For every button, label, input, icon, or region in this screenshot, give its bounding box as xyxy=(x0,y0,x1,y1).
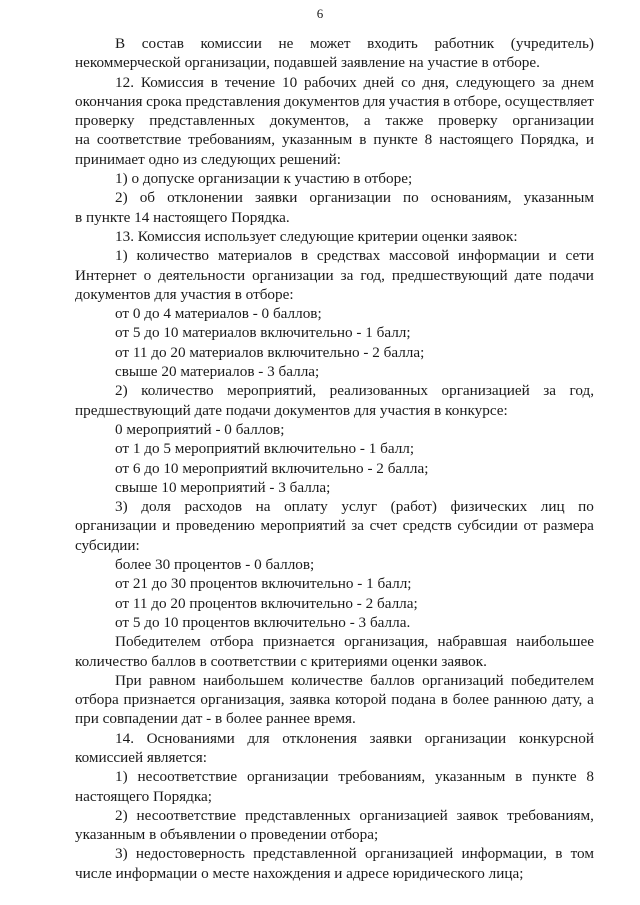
text-line: 1) о допуске организации к участию в отборе; xyxy=(115,170,413,188)
text-line: от 11 до 20 процентов включительно - 2 балла; xyxy=(115,594,418,612)
word: за xyxy=(340,266,354,284)
text-line: 0 мероприятий - 0 баллов; xyxy=(115,420,285,438)
word: признается xyxy=(123,691,196,709)
text-line: комиссией является: xyxy=(75,748,207,766)
word: организации xyxy=(247,768,329,786)
word: и xyxy=(548,247,557,265)
word: организация, xyxy=(200,691,285,709)
word: количество xyxy=(136,247,210,265)
word: подана xyxy=(391,691,436,709)
word: в xyxy=(515,768,523,786)
text-line: в пункте 14 настоящего Порядка. xyxy=(75,208,290,226)
word: субсидии xyxy=(457,517,518,535)
text-line xyxy=(75,92,594,111)
word: Порядка, xyxy=(520,131,579,149)
word: организации xyxy=(424,729,507,747)
word: физических xyxy=(450,498,528,516)
word: пункте xyxy=(532,768,577,786)
word: 12. xyxy=(115,73,134,91)
word: 14. xyxy=(115,729,134,747)
word: том xyxy=(570,845,594,863)
word: средствах xyxy=(316,247,381,265)
text-line xyxy=(75,188,594,207)
word: также xyxy=(385,112,424,130)
word: соответствие xyxy=(96,131,182,149)
word: документов, xyxy=(269,112,350,130)
word: материалов xyxy=(217,247,293,265)
word: массовой xyxy=(389,247,450,265)
word: отбора xyxy=(209,633,254,651)
word: дня, xyxy=(422,73,449,91)
word: требованиям, xyxy=(338,768,426,786)
word: а xyxy=(363,112,371,130)
text-line: более 30 процентов - 0 баллов; xyxy=(115,556,315,574)
word: для xyxy=(247,729,270,747)
word: 3) xyxy=(115,845,128,863)
word: (работ) xyxy=(390,498,437,516)
word: которой xyxy=(335,691,387,709)
word: год, xyxy=(360,266,385,284)
text-line: от 1 до 5 мероприятий включительно - 1 балл; xyxy=(115,440,415,458)
word: раннюю xyxy=(493,691,548,709)
word: организацией xyxy=(441,382,530,400)
text-line xyxy=(75,381,594,400)
word: мероприятий, xyxy=(227,382,317,400)
text-line: свыше 20 материалов - 3 балла; xyxy=(115,363,320,381)
word: подачи xyxy=(549,266,594,284)
word: набравшая xyxy=(437,633,507,651)
word: победителем xyxy=(511,671,594,689)
text-line xyxy=(75,729,594,748)
text-line: от 0 до 4 материалов - 0 баллов; xyxy=(115,305,322,323)
word: указанным xyxy=(281,131,353,149)
word: средств xyxy=(402,517,452,535)
word: размера xyxy=(543,517,594,535)
text-line xyxy=(75,690,594,709)
word: При xyxy=(115,671,142,689)
word: следующего xyxy=(455,73,536,91)
word: организацией xyxy=(359,806,448,824)
word: отборе, xyxy=(453,92,502,110)
word: проведению xyxy=(175,517,255,535)
word: за xyxy=(351,517,365,535)
word: заявок xyxy=(456,806,499,824)
word: организации xyxy=(512,112,594,130)
word: представленных xyxy=(149,112,255,130)
word: недостоверность xyxy=(135,845,245,863)
text-line xyxy=(75,246,594,265)
text-line: субсидии: xyxy=(75,536,140,554)
word: 1) xyxy=(115,247,128,265)
word: Комиссия xyxy=(140,73,204,91)
word: входить xyxy=(367,35,418,52)
text-line xyxy=(75,632,594,651)
word: отклонении xyxy=(167,189,243,207)
page-number: 6 xyxy=(316,6,324,21)
word: участия xyxy=(388,92,440,110)
word: 1) xyxy=(115,768,128,786)
word: количество xyxy=(141,382,214,400)
word: заявки xyxy=(254,189,298,207)
text-line: некоммерческой организации, подавшей заявление на участие в отборе. xyxy=(75,54,540,72)
word: отклонения xyxy=(282,729,357,747)
text-line: числе информации о месте нахождения и адресе юридического лица; xyxy=(75,864,524,882)
word: со xyxy=(401,73,416,91)
word: не xyxy=(278,35,294,52)
word: состав xyxy=(141,35,184,52)
word: несоответствие xyxy=(137,768,238,786)
text-line xyxy=(75,671,594,690)
word: В xyxy=(115,35,126,52)
text-line: от 5 до 10 материалов включительно - 1 балл; xyxy=(115,324,411,342)
word: Победителем xyxy=(115,633,201,651)
word: работник xyxy=(434,35,495,52)
word: в xyxy=(359,131,367,149)
word: и xyxy=(585,131,594,149)
word: днем xyxy=(561,73,594,91)
word: в xyxy=(440,691,448,709)
word: несоответствие xyxy=(136,806,237,824)
word: организация, xyxy=(344,633,429,651)
word: дней xyxy=(363,73,395,91)
word: основаниям, xyxy=(430,189,512,207)
word: по xyxy=(403,189,419,207)
word: на xyxy=(75,131,90,149)
word: 8 xyxy=(424,131,433,149)
word: заявка xyxy=(289,691,331,709)
word: а xyxy=(587,691,594,709)
word: баллов xyxy=(370,671,415,689)
word: документов xyxy=(283,92,360,110)
word: указанным xyxy=(435,768,506,786)
word: от xyxy=(523,517,538,535)
word: организации xyxy=(252,266,334,284)
word: настоящего xyxy=(439,131,514,149)
word: равном xyxy=(149,671,196,689)
word: деятельности xyxy=(158,266,246,284)
word: счет xyxy=(369,517,398,535)
word: информации, xyxy=(461,845,547,863)
word: признается xyxy=(262,633,335,651)
text-line xyxy=(75,844,594,863)
word: и xyxy=(162,517,171,535)
word: за xyxy=(542,73,555,91)
word: конкурсной xyxy=(518,729,594,747)
word: 10 xyxy=(282,73,298,91)
word: комиссии xyxy=(200,35,262,52)
word: год, xyxy=(569,382,594,400)
word: срока xyxy=(146,92,182,110)
word: доля xyxy=(141,498,171,516)
word: представленной xyxy=(253,845,357,863)
word: дате xyxy=(514,266,543,284)
text-line xyxy=(75,73,594,92)
word: 8 xyxy=(586,768,594,786)
word: (учредитель) xyxy=(510,35,594,52)
word: требованиям, xyxy=(507,806,594,824)
word: предшествующий xyxy=(391,266,508,284)
text-line: 13. Комиссия использует следующие критерии оценки заявок: xyxy=(115,227,518,245)
word: наибольшее xyxy=(516,633,594,651)
word: 2) xyxy=(115,189,128,207)
word: расходов xyxy=(184,498,243,516)
word: представления xyxy=(185,92,281,110)
text-line: от 21 до 30 процентов включительно - 1 балл; xyxy=(115,575,412,593)
word: по xyxy=(578,498,594,516)
word: оплату xyxy=(284,498,328,516)
word: окончания xyxy=(75,92,143,110)
word: организации xyxy=(309,189,391,207)
word: может xyxy=(309,35,351,52)
text-line: предшествующий дате подачи документов для участия в конкурсе: xyxy=(75,401,508,419)
text-line: от 11 до 20 материалов включительно - 2 балла; xyxy=(115,343,425,361)
word: рабочих xyxy=(304,73,357,91)
word: требованиям, xyxy=(188,131,276,149)
text-line: от 5 до 10 процентов включительно - 3 балла. xyxy=(115,613,411,631)
word: более xyxy=(452,691,489,709)
word: организацией xyxy=(364,845,454,863)
word: организаций xyxy=(422,671,504,689)
word: проверку xyxy=(75,112,135,130)
word: дату, xyxy=(551,691,583,709)
word: лиц xyxy=(540,498,565,516)
word: услуг xyxy=(341,498,378,516)
text-line: количество баллов в соответствии с критериями оценки заявок. xyxy=(75,652,487,670)
word: за xyxy=(543,382,556,400)
word: заявки xyxy=(369,729,412,747)
text-line xyxy=(75,34,594,53)
word: для xyxy=(363,92,386,110)
word: в xyxy=(555,845,563,863)
text-line: при совпадении дат - в более раннее время. xyxy=(75,710,356,728)
word: информации xyxy=(458,247,540,265)
word: в xyxy=(210,73,218,91)
text-line: указанным в объявлении о проведении отбора; xyxy=(75,826,379,844)
document-body xyxy=(75,34,594,883)
word: пункте xyxy=(373,131,418,149)
text-line xyxy=(75,516,594,535)
text-line: принимает одно из следующих решений: xyxy=(75,150,341,168)
word: сети xyxy=(565,247,594,265)
word: Интернет xyxy=(75,266,137,284)
word: о xyxy=(143,266,152,284)
word: в xyxy=(300,247,309,265)
word: об xyxy=(139,189,156,207)
word: на xyxy=(255,498,271,516)
word: 2) xyxy=(115,382,128,400)
word: течение xyxy=(224,73,276,91)
word: 3) xyxy=(115,498,128,516)
text-line xyxy=(75,130,594,149)
word: наибольшем xyxy=(203,671,284,689)
word: 2) xyxy=(115,806,128,824)
text-line xyxy=(75,497,594,516)
word: отбора xyxy=(75,691,119,709)
text-line: настоящего Порядка; xyxy=(75,787,212,805)
text-line xyxy=(75,806,594,825)
word: количестве xyxy=(291,671,363,689)
text-line xyxy=(75,266,594,285)
word: реализованных xyxy=(329,382,429,400)
word: Основаниями xyxy=(146,729,235,747)
word: организации xyxy=(75,517,157,535)
text-line: документов для участия в отборе: xyxy=(75,285,294,303)
word: указанным xyxy=(523,189,594,207)
word: осуществляет xyxy=(504,92,594,110)
text-line: от 6 до 10 мероприятий включительно - 2 балла; xyxy=(115,459,429,477)
word: проверку xyxy=(438,112,498,130)
text-line: свыше 10 мероприятий - 3 балла; xyxy=(115,478,331,496)
word: представленных xyxy=(244,806,351,824)
word: мероприятий xyxy=(260,517,346,535)
text-line xyxy=(75,111,594,130)
text-line xyxy=(75,767,594,786)
word: в xyxy=(442,92,451,110)
